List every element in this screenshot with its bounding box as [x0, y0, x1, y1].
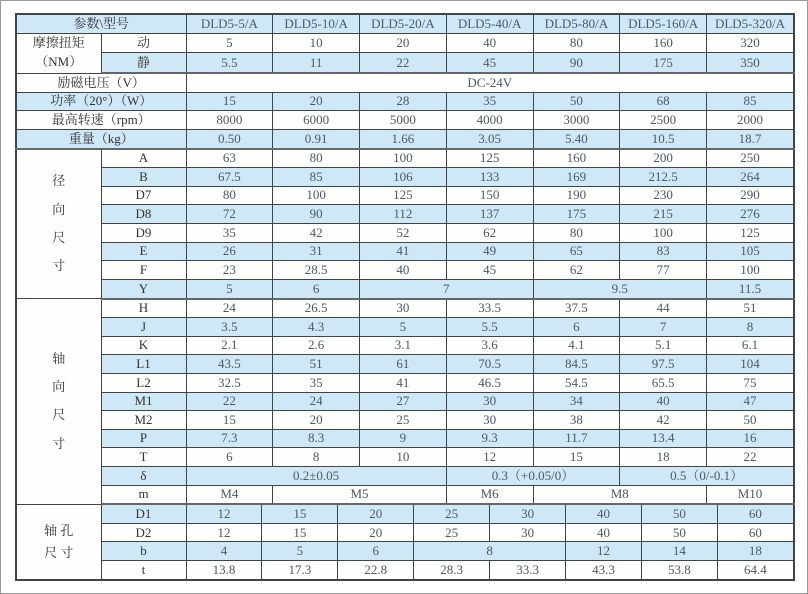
- value-cell: 100: [360, 149, 447, 168]
- value-cell: 5: [186, 33, 273, 53]
- param-m: m: [101, 485, 186, 504]
- value-cell: 8000: [186, 111, 273, 130]
- label-excitation-voltage: 励磁电压（V）: [16, 73, 186, 92]
- value-cell: 30: [446, 392, 533, 411]
- dld5-specification-table: [15, 13, 795, 581]
- table-row: [16, 561, 794, 580]
- value-cell: 264: [707, 168, 795, 187]
- value-cell: 32.5: [186, 373, 273, 392]
- value-cell: 5: [360, 318, 447, 337]
- param-t: t: [101, 561, 186, 580]
- label-power: 功率（20°）（W）: [16, 92, 186, 111]
- value-cell: 7.3: [186, 429, 273, 448]
- value-cell: 125: [446, 149, 533, 168]
- value-cell: 25: [360, 411, 447, 430]
- value-cell: 6: [273, 279, 360, 298]
- param-P: P: [101, 429, 186, 448]
- value-cell: 40: [360, 261, 447, 280]
- value-cell: 90: [273, 205, 360, 224]
- value-cell: 4: [186, 542, 262, 561]
- value-cell: 10: [360, 448, 447, 467]
- value-cell: 43.3: [566, 561, 642, 580]
- value-cell: 2500: [620, 111, 707, 130]
- value-cell: 5.5: [186, 53, 273, 73]
- value-cell: 11.7: [533, 429, 620, 448]
- label-friction-torque: [16, 33, 101, 73]
- value-cell: 6000: [273, 111, 360, 130]
- model-header-cell: DLD5-20/A: [360, 14, 447, 33]
- value-cell: 42: [620, 411, 707, 430]
- table-row: [16, 149, 794, 168]
- param-M1: M1: [101, 392, 186, 411]
- value-cell: 77: [620, 261, 707, 280]
- table-row: [16, 53, 794, 73]
- value-cell: M6: [446, 485, 533, 504]
- value-cell: 6: [338, 542, 414, 561]
- value-cell: 53.8: [641, 561, 717, 580]
- value-cell: 97.5: [620, 355, 707, 374]
- param-D8: D8: [101, 205, 186, 224]
- value-cell: 20: [360, 33, 447, 53]
- value-cell: 62: [533, 261, 620, 280]
- value-cell: 52: [360, 224, 447, 243]
- value-cell: M4: [186, 485, 273, 504]
- value-cell: 54.5: [533, 373, 620, 392]
- value-cell: 290: [707, 186, 795, 205]
- value-cell: 215: [620, 205, 707, 224]
- param-T: T: [101, 448, 186, 467]
- table-row: [16, 318, 794, 337]
- label-max-speed: 最高转速（rpm）: [16, 111, 186, 130]
- value-cell: 5.1: [620, 336, 707, 355]
- value-cell: 84.5: [533, 355, 620, 374]
- value-cell: 12: [186, 504, 262, 523]
- table-row: [16, 299, 794, 318]
- table-row: [16, 14, 794, 33]
- value-cell: 3.5: [186, 318, 273, 337]
- value-cell: 65: [533, 242, 620, 261]
- value-cell: 250: [707, 149, 795, 168]
- value-cell: 12: [566, 542, 642, 561]
- value-cell: 100: [707, 261, 795, 280]
- value-cell: 85: [707, 92, 795, 111]
- value-cell: 15: [186, 411, 273, 430]
- value-cell: 40: [446, 33, 533, 53]
- value-cell: 0.91: [273, 129, 360, 148]
- value-cell: 4000: [446, 111, 533, 130]
- value-cell: 80: [186, 186, 273, 205]
- value-cell: 2.1: [186, 336, 273, 355]
- model-header-cell: DLD5-5/A: [186, 14, 273, 33]
- value-cell: 13.8: [186, 561, 262, 580]
- value-cell: 133: [446, 168, 533, 187]
- value-cell: 5: [262, 542, 338, 561]
- table-row: [16, 111, 794, 130]
- value-cell: 45: [446, 53, 533, 73]
- table-row: [16, 485, 794, 504]
- stacked-section-label: 轴 孔 尺 寸: [44, 522, 74, 560]
- value-cell: 6.1: [707, 336, 795, 355]
- value-cell: 25: [414, 523, 490, 542]
- value-cell: 41: [360, 242, 447, 261]
- value-cell: 15: [186, 92, 273, 111]
- param-Y: Y: [101, 279, 186, 298]
- value-cell: 23: [186, 261, 273, 280]
- value-cell: 83: [620, 242, 707, 261]
- value-cell: 90: [533, 53, 620, 73]
- value-cell: 11: [273, 53, 360, 73]
- value-cell: 0.2±0.05: [186, 467, 446, 486]
- value-cell: 50: [533, 92, 620, 111]
- value-cell: 13.4: [620, 429, 707, 448]
- value-cell: 67.5: [186, 168, 273, 187]
- value-cell: 51: [273, 355, 360, 374]
- value-cell: 43.5: [186, 355, 273, 374]
- param-L1: L1: [101, 355, 186, 374]
- table-row: [16, 224, 794, 243]
- value-cell: 34: [533, 392, 620, 411]
- value-cell: 30: [490, 504, 566, 523]
- vertical-section-label: 径 向 尺 寸: [52, 173, 66, 274]
- value-cell: 10: [273, 33, 360, 53]
- value-cell: 38: [533, 411, 620, 430]
- value-cell: 20: [273, 92, 360, 111]
- value-cell: 22.8: [338, 561, 414, 580]
- value-cell: 37.5: [533, 299, 620, 318]
- value-cell: M5: [273, 485, 447, 504]
- value-cell: 28.3: [414, 561, 490, 580]
- table-row: [16, 279, 794, 298]
- value-cell: 22: [186, 392, 273, 411]
- value-cell: 14: [641, 542, 717, 561]
- value-cell: 3.05: [446, 129, 533, 148]
- value-cell: M10: [707, 485, 795, 504]
- value-cell: 190: [533, 186, 620, 205]
- value-cell: 20: [338, 504, 414, 523]
- value-cell: 22: [360, 53, 447, 73]
- value-cell: 24: [273, 392, 360, 411]
- value-cell: 8: [707, 318, 795, 337]
- table-row: [16, 336, 794, 355]
- value-cell: 27: [360, 392, 447, 411]
- value-cell: 200: [620, 149, 707, 168]
- param-H: H: [101, 299, 186, 318]
- table-row: [16, 205, 794, 224]
- value-cell: 46.5: [446, 373, 533, 392]
- value-cell: 0.5（0/-0.1）: [620, 467, 794, 486]
- value-cell: 70.5: [446, 355, 533, 374]
- label-weight: 重量（kg）: [16, 129, 186, 148]
- value-cell: 105: [707, 242, 795, 261]
- value-cell: 65.5: [620, 373, 707, 392]
- value-cell: 40: [566, 523, 642, 542]
- value-cell: 35: [273, 373, 360, 392]
- table-row: [16, 411, 794, 430]
- value-cell: 112: [360, 205, 447, 224]
- value-cell: 40: [620, 392, 707, 411]
- value-cell: 7: [620, 318, 707, 337]
- value-cell: 50: [641, 523, 717, 542]
- value-cell: 80: [533, 224, 620, 243]
- value-cell: 31: [273, 242, 360, 261]
- value-cell: 50: [707, 411, 795, 430]
- value-cell: 160: [533, 149, 620, 168]
- model-header-cell: DLD5-320/A: [707, 14, 795, 33]
- value-cell: 2.6: [273, 336, 360, 355]
- value-cell: 3.6: [446, 336, 533, 355]
- model-header-cell: DLD5-10/A: [273, 14, 360, 33]
- value-cell: 64.4: [717, 561, 794, 580]
- value-cell: 15: [533, 448, 620, 467]
- param-b: b: [101, 542, 186, 561]
- param-M2: M2: [101, 411, 186, 430]
- model-header-cell: DLD5-40/A: [446, 14, 533, 33]
- value-cell: 85: [273, 168, 360, 187]
- value-cell: 20: [338, 523, 414, 542]
- two-line-label: 摩擦扭矩 （NM）: [32, 35, 85, 70]
- table-row: [16, 129, 794, 148]
- table-row: [16, 242, 794, 261]
- value-cell: 5.40: [533, 129, 620, 148]
- param-L2: L2: [101, 373, 186, 392]
- param-F: F: [101, 261, 186, 280]
- param-A: A: [101, 149, 186, 168]
- table-row: [16, 261, 794, 280]
- value-cell: 72: [186, 205, 273, 224]
- value-cell: 35: [446, 92, 533, 111]
- value-cell: 47: [707, 392, 795, 411]
- model-header-cell: DLD5-80/A: [533, 14, 620, 33]
- value-cell: 30: [490, 523, 566, 542]
- table-row: [16, 392, 794, 411]
- value-cell: 3000: [533, 111, 620, 130]
- value-cell: 28: [360, 92, 447, 111]
- value-cell: 75: [707, 373, 795, 392]
- value-cell: 160: [620, 33, 707, 53]
- value-cell: 18.7: [707, 129, 795, 148]
- value-cell: 5.5: [446, 318, 533, 337]
- value-cell: 49: [446, 242, 533, 261]
- value-cell: 4.1: [533, 336, 620, 355]
- value-cell: 17.3: [262, 561, 338, 580]
- value-cell: 15: [262, 504, 338, 523]
- table-row: [16, 92, 794, 111]
- value-cell: 30: [446, 411, 533, 430]
- table-row: [16, 186, 794, 205]
- value-cell: 18: [717, 542, 794, 561]
- value-cell: 80: [273, 149, 360, 168]
- value-cell: 40: [566, 504, 642, 523]
- param-B: B: [101, 168, 186, 187]
- label-static: 静: [101, 53, 186, 73]
- value-cell: 100: [620, 224, 707, 243]
- param-D9: D9: [101, 224, 186, 243]
- value-cell: 100: [273, 186, 360, 205]
- value-cell: 25: [414, 504, 490, 523]
- value-cell: 0.3（+0.05/0）: [446, 467, 620, 486]
- value-cell: 104: [707, 355, 795, 374]
- table-row: [16, 448, 794, 467]
- value-cell: 33.5: [446, 299, 533, 318]
- value-cell: 24: [186, 299, 273, 318]
- value-cell: 6: [533, 318, 620, 337]
- value-cell: 12: [186, 523, 262, 542]
- table-row: [16, 355, 794, 374]
- value-cell: 169: [533, 168, 620, 187]
- value-cell: 5000: [360, 111, 447, 130]
- value-cell: 62: [446, 224, 533, 243]
- value-cell: 51: [707, 299, 795, 318]
- value-cell: 35: [186, 224, 273, 243]
- value-cell: 125: [707, 224, 795, 243]
- value-cell: 1.66: [360, 129, 447, 148]
- value-cell: 4.3: [273, 318, 360, 337]
- value-cell: 320: [707, 33, 795, 53]
- param-D2: D2: [101, 523, 186, 542]
- value-cell: 150: [446, 186, 533, 205]
- value-cell: 18: [620, 448, 707, 467]
- param-J: J: [101, 318, 186, 337]
- value-cell: 50: [641, 504, 717, 523]
- value-cell: 0.50: [186, 129, 273, 148]
- value-cell: 350: [707, 53, 795, 73]
- value-cell: 60: [717, 523, 794, 542]
- value-cell: 16: [707, 429, 795, 448]
- section-radial-dimensions: [16, 149, 101, 299]
- value-cell: 63: [186, 149, 273, 168]
- value-cell: 26.5: [273, 299, 360, 318]
- value-cell: M8: [533, 485, 707, 504]
- section-shaft-hole-dimensions: [16, 504, 101, 580]
- value-cell: 12: [446, 448, 533, 467]
- param-E: E: [101, 242, 186, 261]
- value-cell: 42: [273, 224, 360, 243]
- corner-header: 参数\型号: [16, 14, 186, 33]
- value-cell: 41: [360, 373, 447, 392]
- value-cell: 6: [186, 448, 273, 467]
- value-cell: 20: [273, 411, 360, 430]
- table-row: [16, 33, 794, 53]
- value-cell: 212.5: [620, 168, 707, 187]
- param-D7: D7: [101, 186, 186, 205]
- value-cell: 137: [446, 205, 533, 224]
- value-cell: 106: [360, 168, 447, 187]
- value-cell: 9.5: [533, 279, 707, 298]
- value-cell: 8: [414, 542, 566, 561]
- table-row: [16, 73, 794, 92]
- value-cell: 175: [533, 205, 620, 224]
- value-cell: 60: [717, 504, 794, 523]
- value-cell: DC-24V: [186, 73, 794, 92]
- value-cell: 3.1: [360, 336, 447, 355]
- value-cell: 33.3: [490, 561, 566, 580]
- value-cell: 8.3: [273, 429, 360, 448]
- value-cell: 2000: [707, 111, 795, 130]
- param-D1: D1: [101, 504, 186, 523]
- value-cell: 28.5: [273, 261, 360, 280]
- param-K: K: [101, 336, 186, 355]
- value-cell: 22: [707, 448, 795, 467]
- value-cell: 45: [446, 261, 533, 280]
- value-cell: 9: [360, 429, 447, 448]
- vertical-section-label: 轴 向 尺 寸: [52, 350, 66, 451]
- section-axial-dimensions: [16, 299, 101, 505]
- value-cell: 15: [262, 523, 338, 542]
- value-cell: 7: [360, 279, 534, 298]
- label-dynamic: 动: [101, 33, 186, 53]
- value-cell: 230: [620, 186, 707, 205]
- table-row: [16, 523, 794, 542]
- table-row: [16, 373, 794, 392]
- value-cell: 125: [360, 186, 447, 205]
- value-cell: 61: [360, 355, 447, 374]
- table-row: [16, 168, 794, 187]
- param-delta: δ: [101, 467, 186, 486]
- table-row: [16, 542, 794, 561]
- table-row: [16, 467, 794, 486]
- table-row: [16, 429, 794, 448]
- value-cell: 276: [707, 205, 795, 224]
- value-cell: 175: [620, 53, 707, 73]
- value-cell: 44: [620, 299, 707, 318]
- value-cell: 80: [533, 33, 620, 53]
- value-cell: 10.5: [620, 129, 707, 148]
- value-cell: 68: [620, 92, 707, 111]
- value-cell: 30: [360, 299, 447, 318]
- table-row: [16, 504, 794, 523]
- value-cell: 26: [186, 242, 273, 261]
- model-header-cell: DLD5-160/A: [620, 14, 707, 33]
- value-cell: 5: [186, 279, 273, 298]
- value-cell: 11.5: [707, 279, 795, 298]
- value-cell: 9.3: [446, 429, 533, 448]
- value-cell: 8: [273, 448, 360, 467]
